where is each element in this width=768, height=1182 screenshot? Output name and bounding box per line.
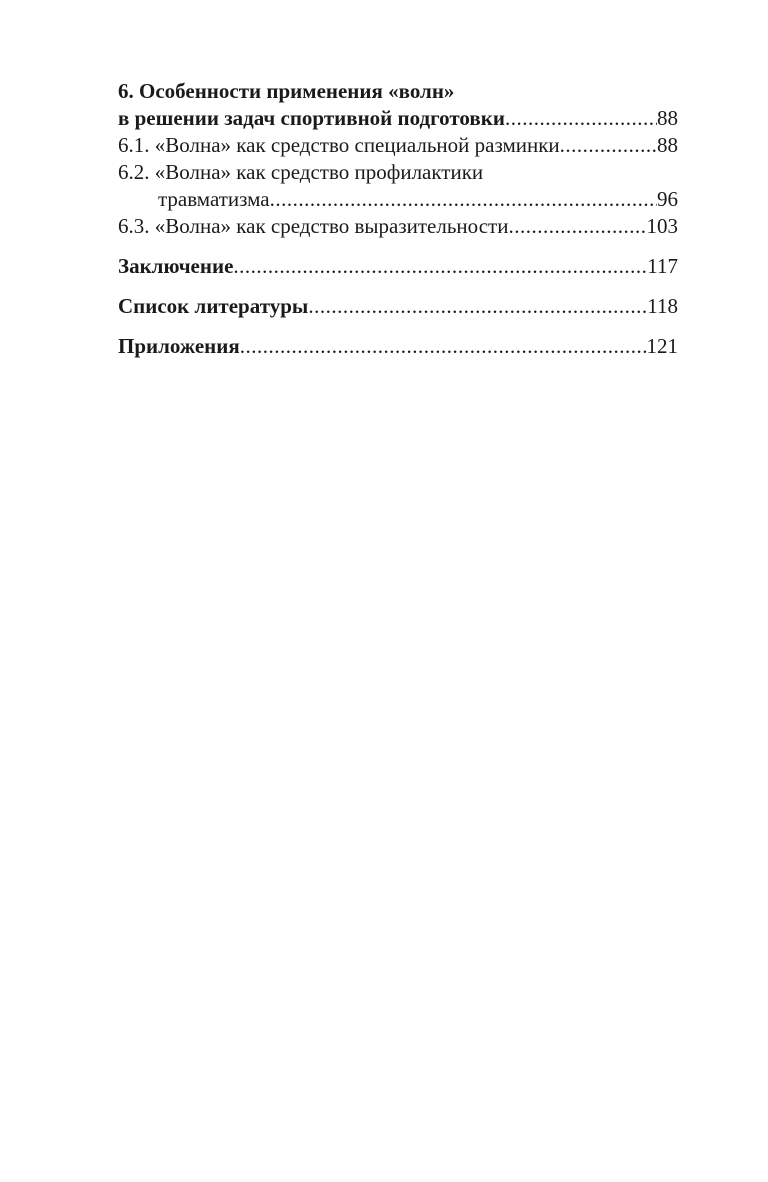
- toc-entry-chapter-6: [118, 78, 678, 132]
- table-of-contents: [118, 78, 678, 360]
- toc-entry-6-3: [118, 213, 678, 240]
- entry-title-text-1: 6.2. «Волна» как средство профилактики: [118, 160, 484, 184]
- entry-title: 6.1. «Волна» как средство специальной разминки: [118, 133, 560, 157]
- leader-dots: [270, 186, 657, 213]
- chapter-6-title-line-1: [118, 78, 678, 105]
- leader-dots: [560, 132, 657, 159]
- page-number: 96: [657, 187, 678, 211]
- page-number: 88: [657, 106, 678, 130]
- toc-entry-6-1: [118, 132, 678, 159]
- entry-title: Приложения: [118, 334, 240, 358]
- entry-title: Заключение: [118, 254, 234, 278]
- entry-title-line-1: [118, 159, 678, 186]
- entry-title-line-2: [118, 186, 678, 213]
- toc-entry-conclusion: [118, 253, 678, 280]
- entry-title: 6.3. «Волна» как средство выразительности: [118, 214, 509, 238]
- leader-dots: [308, 293, 647, 320]
- chapter-6-title-text-2: в решении задач спортивной подготовки: [118, 106, 505, 130]
- leader-dots: [508, 213, 646, 240]
- page-number: 117: [647, 254, 678, 278]
- toc-entry-references: [118, 293, 678, 320]
- toc-entry-6-2: [118, 159, 678, 213]
- page-number: 88: [657, 133, 678, 157]
- entry-title: Список литературы: [118, 294, 309, 318]
- leader-dots: [233, 253, 647, 280]
- page-number: 121: [646, 334, 678, 358]
- leader-dots: [240, 333, 647, 360]
- page-number: 103: [646, 214, 678, 238]
- entry-title-text-2: травматизма: [158, 187, 270, 211]
- toc-entry-appendix: [118, 333, 678, 360]
- chapter-6-title-line-2: [118, 105, 678, 132]
- chapter-6-title-text-1: 6. Особенности применения «волн»: [118, 79, 455, 103]
- leader-dots: [505, 105, 657, 132]
- page-number: 118: [647, 294, 678, 318]
